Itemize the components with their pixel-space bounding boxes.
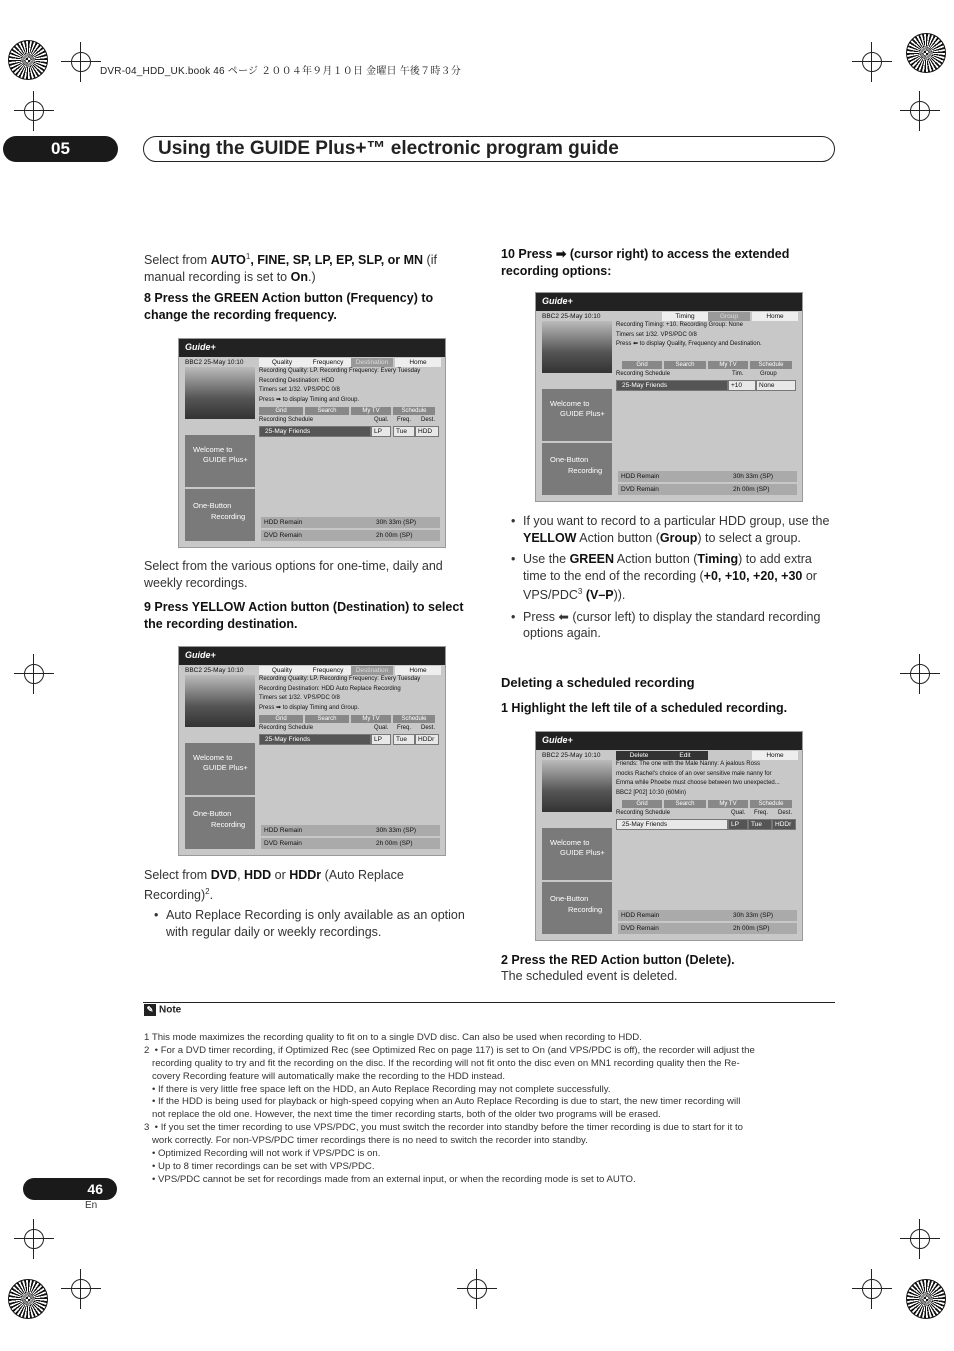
language-code: En xyxy=(85,1200,98,1211)
registration-rosette-tl xyxy=(8,40,48,80)
file-info-line: DVR-04_HDD_UK.book 46 ページ ２００４年９月１０日 金曜日 午後７時３分 xyxy=(100,66,461,77)
crosshair-mark xyxy=(906,97,934,125)
auto-replace-bullet: • Auto Replace Recording is only available as an option with regular daily or weekly recordings. xyxy=(144,907,466,944)
deleting-heading: Deleting a scheduled recording xyxy=(501,675,695,690)
crosshair-mark xyxy=(463,1275,491,1303)
frequency-description: Select from the various options for one-time, daily and weekly recordings. xyxy=(144,559,443,590)
screen-extended-options: Guide+ BBC2 25-May 10:10 Timing Group Home Recording Timing: +10. Recording Group: None Timers set 1/32. VPS/PDC 0/8 Press ⬅ to display Quality, Frequency and Destination. Grid Search My TV Schedule Recording Schedule Tim. Group 25-May Friends +10 None Welcome to GUIDE Plus+ One-Button Recording HDD Remain 30h 33m (SP) DVD Remain 2h 00m (SP) xyxy=(535,292,803,502)
notes-text: 1 This mode maximizes the recording quality to fit on to a single DVD disc. Can also be used when recording to HDD. 2 • For a DVD timer recording, if Optimized Rec (see Optimized Rec on page 117) is set to On (and VPS/PDC is off), the recorder will adjust the recording quality to try and fit the recording on the disc. If the recording will not fit onto the disc even on MN1 recording quality then the Re- covery Recording feature will automatically make the recording to the HDD instead. • If there is very little free space left on the HDD, an Auto Replace Recording may not complete successfully. • If the HDD is being used for playback or high-speed copying when an Auto Replace Recording is due to start, the new timer recording will not replace the old one. However, the next time the timer recording starts, both of the older two programs will be erased. 3 • If you set the timer recording to use VPS/PDC, you must switch the recorder into standby before the timer recording is due to start for it to work correctly. For non-VPS/PDC timer recordings there is no need to switch the recorder into standby. • Optimized Recording will not work if VPS/PDC is on. • Up to 8 timer recordings can be set with VPS/PDC. • VPS/PDC cannot be set for recordings made from an external input, or when the recording mode is set to AUTO. xyxy=(144,1031,755,1185)
delete-step-2: 2 Press the RED Action button (Delete). xyxy=(501,953,735,967)
step-10-heading: 10 Press ➡ (cursor right) to access the extended recording options: xyxy=(501,247,790,278)
screen-frequency: Guide+ BBC2 25-May 10:10 Quality Frequency Destination Home Recording Quality: LP. Recording Frequency: Every Tuesday Recording Destination: HDD Timers set 1/32. VPS/PDC 0/8 Press ➡ to display Timing and Group. Grid Search My TV Schedule Recording Schedule Qual. Freq. Dest. 25-May Friends LP Tue HDD Welcome to GUIDE Plus+ One-Button Recording HDD Remain 30h 33m (SP) DVD Remain 2h 00m (SP) xyxy=(178,338,446,548)
page-number: 46 xyxy=(23,1178,117,1200)
screen-destination: Guide+ BBC2 25-May 10:10 Quality Frequency Destination Home Recording Quality: LP. Recording Frequency: Every Tuesday Recording Destination: HDD Auto Replace Recording Timers set 1/32. VPS/PDC 0/8 Press ➡ to display Timing and Group. Grid Search My TV Schedule Recording Schedule Qual. Freq. Dest. 25-May Friends LP Tue HDDr Welcome to GUIDE Plus+ One-Button Recording HDD Remain 30h 33m (SP) DVD Remain 2h 00m (SP) xyxy=(178,646,446,856)
crosshair-mark xyxy=(20,97,48,125)
registration-rosette-br xyxy=(906,1279,946,1319)
crosshair-mark xyxy=(858,1275,886,1303)
step-9-heading: 9 Press YELLOW Action button (Destination) to select the recording destination. xyxy=(144,600,464,631)
delete-step-1: 1 Highlight the left tile of a scheduled recording. xyxy=(501,701,788,715)
step-8-heading: 8 Press the GREEN Action button (Frequency) to change the recording frequency. xyxy=(144,291,434,322)
crosshair-mark xyxy=(858,48,886,76)
extended-options-bullets: • If you want to record to a particular HDD group, use the YELLOW Action button (Group) to select a group. • Use the GREEN Action button (Timing) to add extra time to the end of the recording (+0, +10, +20, +30 or VPS/PDC$^3$ (V–P)). • Press ⬅ (cursor left) to display the standard recording options again. xyxy=(501,513,835,646)
guide-logo: Guide+ xyxy=(185,342,216,352)
note-label: ✎ Note xyxy=(144,1004,181,1016)
screen-delete: Guide+ BBC2 25-May 10:10 Delete Edit Home Friends: The one with the Male Nanny: A jealous Ross mocks Rachel's choice of an over sensitive male nanny for Emma while Phoebe must choose between two unexpected... BBC2 [P02] 10:30 (60Min) Grid Search My TV Schedule Recording Schedule Qual. Freq. Dest. 25-May Friends LP Tue HDDr Welcome to GUIDE Plus+ One-Button Recording HDD Remain 30h 33m (SP) DVD Remain 2h 00m (SP) xyxy=(535,731,803,941)
crosshair-mark xyxy=(906,1225,934,1253)
welcome-tile: Welcome to GUIDE Plus+ xyxy=(185,435,255,487)
one-button-tile: One-Button Recording xyxy=(185,489,255,541)
registration-rosette-tr xyxy=(906,33,946,73)
note-icon: ✎ xyxy=(144,1004,156,1016)
crosshair-mark xyxy=(906,660,934,688)
destination-options-text: Select from DVD, HDD or HDDr (Auto Replace Recording)$^2$. xyxy=(144,868,404,902)
crosshair-mark xyxy=(20,1225,48,1253)
chapter-title: Using the GUIDE Plus+™ electronic program guide xyxy=(143,136,835,162)
chapter-number: 05 xyxy=(3,136,118,162)
note-divider xyxy=(143,1002,835,1003)
crosshair-mark xyxy=(20,660,48,688)
delete-result: The scheduled event is deleted. xyxy=(501,969,678,983)
quality-options-text: Select from AUTO$^1$, FINE, SP, LP, EP, SLP, or MN (if manual recording is set to On.) xyxy=(144,252,437,284)
tv-picture xyxy=(185,367,255,419)
crosshair-mark xyxy=(67,48,95,76)
crosshair-mark xyxy=(67,1275,95,1303)
registration-rosette-bl xyxy=(8,1279,48,1319)
